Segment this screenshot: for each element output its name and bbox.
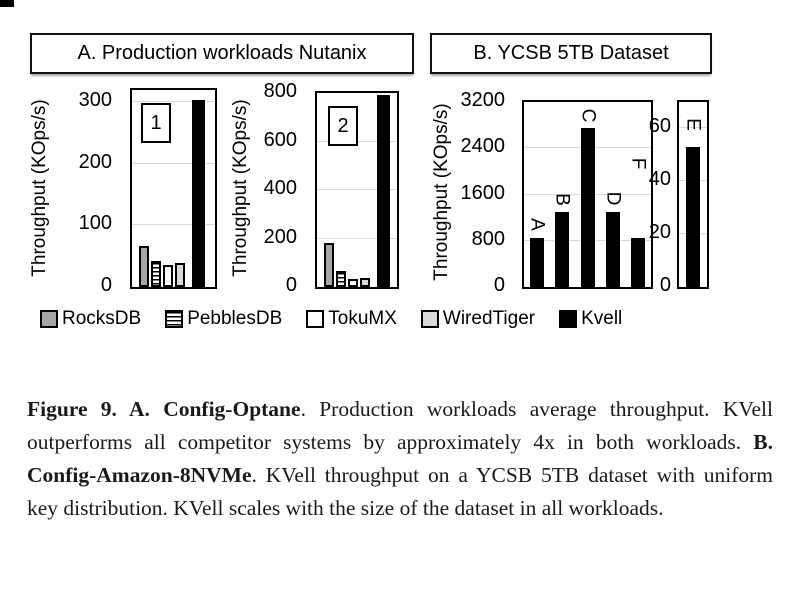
- rocksdb-swatch-icon: [40, 310, 58, 328]
- legend-item-wiredtiger: [421, 308, 535, 330]
- y-axis-label-ycsb: Throughput (KOps/s): [431, 103, 452, 281]
- legend-item-pebblesdb: [165, 308, 282, 330]
- caption-text-1: . Production workloads average throughput. KVell outperforms all competitor systems by approximately 4x in both workloads.: [27, 396, 773, 454]
- y-tick-0: 0: [659, 274, 671, 296]
- bar-nutanix-workload-2-WiredTiger: [360, 278, 370, 287]
- bar-letter-F: F: [627, 157, 649, 170]
- panel-a-title: [30, 33, 414, 74]
- bar-letter-D: D: [602, 192, 624, 206]
- panel-b-title-text: B. YCSB 5TB Dataset: [473, 42, 669, 64]
- y-axis-label-workload2: Throughput (KOps/s): [230, 99, 251, 277]
- bar-col-WiredTiger: [175, 90, 185, 287]
- bar-nutanix-workload-2-RocksDB: [324, 243, 334, 287]
- bar-ycsb-5tb-main-D: [606, 212, 620, 287]
- y-axis-ticks-ycsb: [448, 89, 505, 296]
- bar-letter-E: E: [682, 117, 704, 131]
- legend-label-wiredtiger: WiredTiger: [442, 308, 536, 329]
- pebblesdb-swatch-icon: [165, 310, 183, 328]
- legend-label-rocksdb: RocksDB: [62, 308, 142, 329]
- y-tick-800: 800: [471, 227, 505, 250]
- legend-item-kvell: [559, 308, 622, 330]
- y-axis-ticks-workload2: [252, 80, 297, 296]
- y-tick-800: 800: [263, 80, 297, 102]
- bar-col-Kvell: [377, 93, 390, 287]
- caption-bold-config-optane: Figure 9. A. Config-Optane: [27, 396, 301, 421]
- y-tick-100: 100: [78, 212, 112, 235]
- bar-col-WiredTiger: [360, 93, 370, 287]
- bar-col-A: [524, 102, 549, 287]
- bar-nutanix-workload-1-WiredTiger: [175, 263, 185, 287]
- page-crop-mark: [0, 0, 14, 7]
- chart-workload2-plot: [315, 91, 399, 289]
- y-tick-0: 0: [285, 274, 297, 296]
- workload1-badge-number: 1: [150, 111, 162, 134]
- bar-nutanix-workload-2-PebblesDB: [336, 271, 346, 287]
- y-tick-0: 0: [493, 274, 505, 296]
- wiredtiger-swatch-icon: [421, 310, 439, 328]
- y-axis-label-workload1: Throughput (KOps/s): [29, 99, 50, 277]
- y-tick-3200: 3200: [460, 89, 505, 111]
- figure-caption: [27, 393, 773, 525]
- y-tick-400: 400: [263, 177, 297, 199]
- bar-nutanix-workload-1-RocksDB: [139, 246, 149, 287]
- y-tick-200: 200: [78, 150, 112, 173]
- workload2-badge-number: 2: [337, 114, 349, 137]
- legend-label-pebblesdb: PebblesDB: [187, 308, 283, 329]
- bar-letter-C: C: [577, 108, 599, 123]
- legend-label-kvell: Kvell: [581, 308, 623, 329]
- legend-item-tokumx: [306, 308, 397, 330]
- bar-nutanix-workload-1-PebblesDB: [151, 261, 161, 287]
- bar-nutanix-workload-1-TokuMX: [163, 265, 173, 287]
- chart-ycsb-e-plot: [677, 100, 709, 289]
- panel-a-title-text: A. Production workloads Nutanix: [77, 42, 367, 64]
- y-axis-ticks-ycsb-e: [638, 100, 671, 296]
- bar-nutanix-workload-2-TokuMX: [348, 279, 358, 287]
- y-tick-1600: 1600: [460, 181, 505, 204]
- bar-col-C: [575, 102, 600, 287]
- y-tick-20: 20: [648, 221, 671, 244]
- chart-workload1-plot: [130, 88, 217, 289]
- y-tick-60: 60: [648, 115, 671, 138]
- panel-b-title: [430, 33, 712, 74]
- bar-letter-A: A: [526, 217, 548, 231]
- bars-ycsb-5tb-e: [679, 102, 707, 287]
- workload2-badge: [328, 106, 358, 146]
- bar-letter-B: B: [551, 193, 573, 206]
- y-tick-600: 600: [263, 128, 297, 151]
- y-tick-2400: 2400: [460, 135, 505, 158]
- y-tick-300: 300: [78, 89, 112, 112]
- legend-label-tokumx: TokuMX: [328, 308, 397, 329]
- bar-ycsb-5tb-main-B: [555, 212, 569, 287]
- bar-ycsb-5tb-e-E: [686, 147, 700, 287]
- bar-ycsb-5tb-main-C: [581, 128, 595, 287]
- legend-item-rocksdb: [40, 308, 141, 330]
- workload1-badge: [141, 103, 171, 143]
- caption-bold-config-amazon: B. Config-Amazon-8NVMe: [27, 429, 773, 487]
- y-tick-0: 0: [100, 274, 112, 296]
- caption-text-2: . KVell throughput on a YCSB 5TB dataset with uniform key distribution. KVell scales with the size of the dataset in all workloads.: [27, 462, 773, 520]
- y-tick-200: 200: [263, 225, 297, 248]
- chart-legend: [40, 308, 622, 330]
- bar-col-E: [679, 102, 707, 287]
- bar-ycsb-5tb-main-A: [530, 238, 544, 287]
- bar-col-D: [600, 102, 625, 287]
- bars-ycsb-5tb-main: [524, 102, 651, 287]
- tokumx-swatch-icon: [306, 310, 324, 328]
- chart-ycsb-main-plot: [522, 100, 653, 289]
- kvell-swatch-icon: [559, 310, 577, 328]
- y-axis-ticks-workload1: [57, 88, 112, 296]
- y-tick-40: 40: [648, 168, 671, 191]
- bar-col-B: [549, 102, 574, 287]
- bar-col-Kvell: [192, 90, 205, 287]
- bar-nutanix-workload-2-Kvell: [377, 95, 390, 287]
- bar-nutanix-workload-1-Kvell: [192, 100, 205, 287]
